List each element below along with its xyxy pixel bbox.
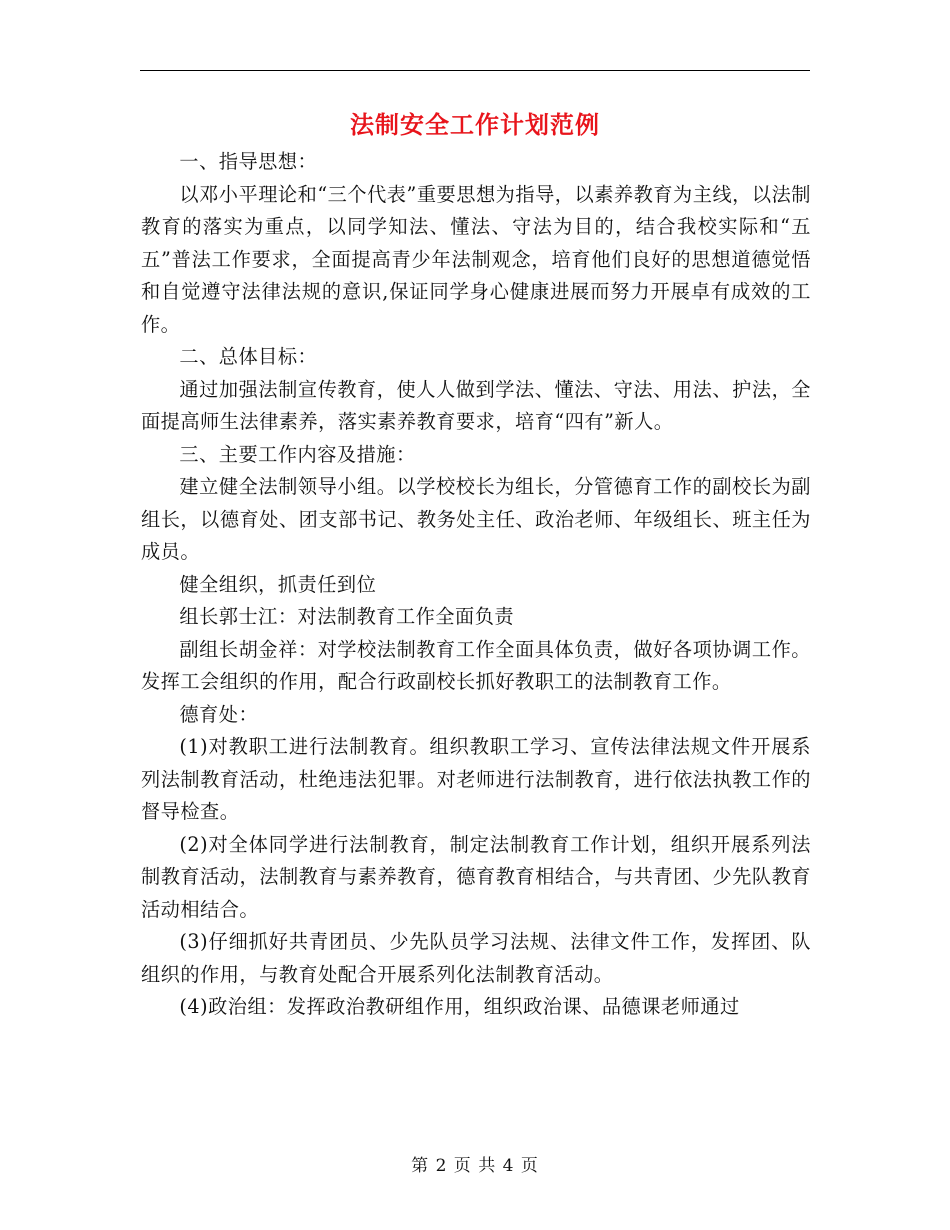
document-body bbox=[141, 146, 811, 1024]
paragraph-organization: 健全组织，抓责任到位 bbox=[179, 572, 377, 596]
list-item-4: (4)政治组：发挥政治教研组作用，组织政治课、品德课老师通过 bbox=[179, 995, 740, 1018]
paragraph-deputy-leader: 副组长胡金祥：对学校法制教育工作全面具体负责，做好各项协调工作。发挥工会组织的作用，配合行政副校长抓好教职工的法制教育工作。 bbox=[141, 637, 811, 693]
list-item-2: (2)对全体同学进行法制教育，制定法制教育工作计划，组织开展系列法制教育活动，法制教育与素养教育，德育教育相结合，与共青团、少先队教育活动相结合。 bbox=[141, 832, 811, 921]
paragraph-overall-goal: 通过加强法制宣传教育，使人人做到学法、懂法、守法、用法、护法，全面提高师生法律素养，落实素养教育要求，培育“四有”新人。 bbox=[141, 377, 811, 433]
paragraph-guiding-ideology: 以邓小平理论和“三个代表”重要思想为指导，以素养教育为主线，以法制教育的落实为重点，以同学知法、懂法、守法为目的，结合我校实际和“五五”普法工作要求，全面提高青少年法制观念，培育他们良好的思想道德觉悟和自觉遵守法律法规的意识,保证同学身心健康进展而努力开展卓有成效的工作。 bbox=[141, 182, 811, 336]
document-title: 法制安全工作计划范例 bbox=[350, 110, 600, 139]
page-number: 第 2 页 共 4 页 bbox=[411, 1156, 539, 1176]
heading-overall-goal: 二、总体目标： bbox=[179, 345, 318, 368]
paragraph-leadership-group: 建立健全法制领导小组。以学校校长为组长，分管德育工作的副校长为副组长，以德育处、团支部书记、教务处主任、政治老师、年级组长、班主任为成员。 bbox=[141, 475, 811, 563]
heading-moral-office: 德育处： bbox=[179, 702, 259, 726]
header-rule bbox=[140, 70, 810, 71]
heading-guiding-ideology: 一、指导思想： bbox=[179, 150, 318, 173]
paragraph-group-leader: 组长郭士江：对法制教育工作全面负责 bbox=[179, 605, 515, 628]
list-item-1: (1)对教职工进行法制教育。组织教职工学习、宣传法律法规文件开展系列法制教育活动，杜绝违法犯罪。对老师进行法制教育，进行依法执教工作的督导检查。 bbox=[141, 735, 811, 823]
heading-main-work: 三、主要工作内容及措施： bbox=[179, 442, 416, 466]
list-item-3: (3)仔细抓好共青团员、少先队员学习法规、法律文件工作，发挥团、队组织的作用，与教育处配合开展系列化法制教育活动。 bbox=[141, 930, 811, 986]
